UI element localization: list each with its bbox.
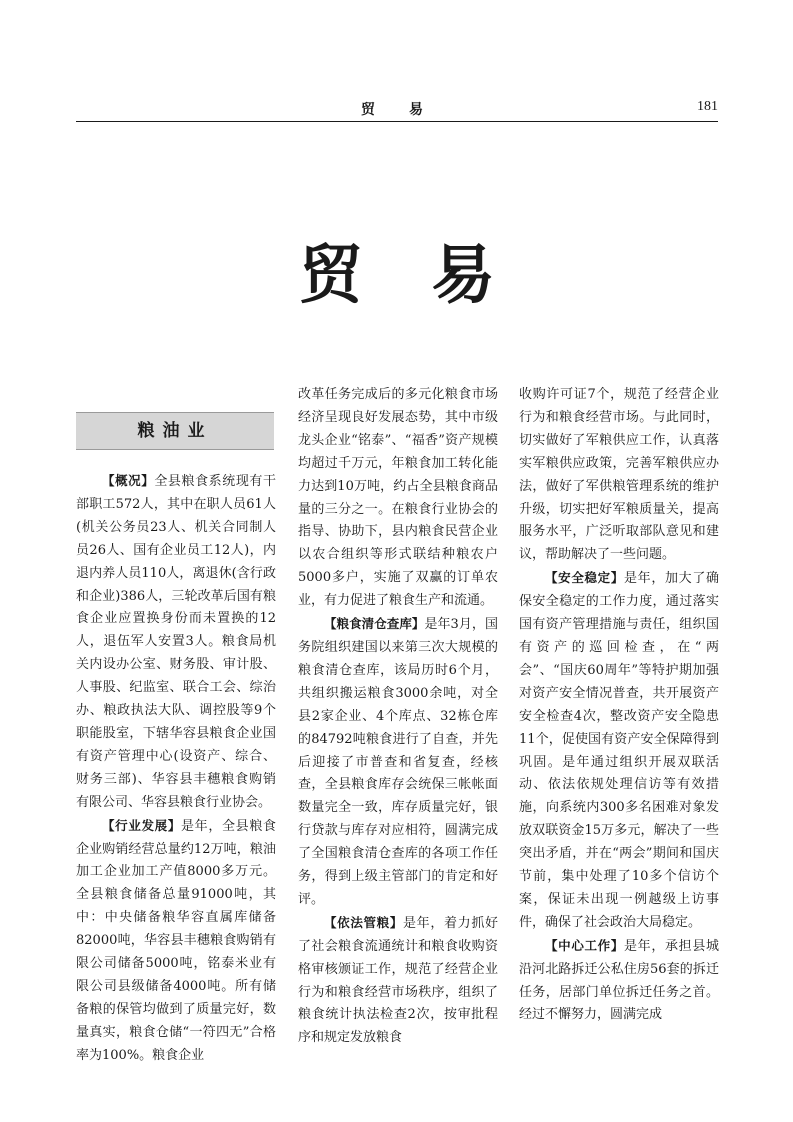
page-number: 181: [697, 99, 718, 114]
paragraph-grain-inventory-check: [298, 613, 498, 912]
paragraph-tag: 【行业发展】: [102, 817, 181, 833]
paragraph-text: 是年，加大了确保安全稳定的工作力度，通过落实国有资产管理措施与责任，组织国有资产的巡回检查，在“两会”、“国庆60周年”等特护期加强对资产安全情况普查，共开展资产安全检查4次，整改资产安全隐患11个，促使国有资产安全保障得到巩固。是年通过组织开展双联活动、依法依规处理信访等有效措施，向系统内300多名困难对象发放双联资金15万多元，解决了一些突出矛盾，并在“两会”期间和国庆节前，集中处理了10多个信访个案，保证未出现一例越级上访事件，确保了社会政治大局稳定。: [519, 571, 719, 930]
paragraph-law-based-grain-management-cont: [519, 384, 719, 567]
paragraph-text: 是年，全县粮食企业购销经营总量约12万吨，粮油加工企业加工产值8000多万元。全县粮食储备总量91000吨，其中：中央储备粮华容直属库储备82000吨，华容县丰穗粮食购销有限公司储备5000吨，铭泰米业有限公司县级储备4000吨。所有储备粮的保管均做到了质量完好，数量真实，粮食仓储“一符四无”合格率为100%。粮食企业: [76, 818, 276, 1063]
paragraph-tag: 【粮食清仓查库】: [324, 616, 425, 632]
header-rule: [76, 121, 718, 122]
text-column-3: [519, 384, 719, 1027]
paragraph-tag: 【概况】: [102, 473, 155, 488]
paragraph-safety-stability: [519, 567, 719, 935]
paragraph-industry-development-cont: [298, 384, 498, 613]
chapter-title: 贸易: [299, 238, 563, 313]
paragraph-text: 改革任务完成后的多元化粮食市场经济呈现良好发展态势，其中市级龙头企业“铭泰”、“福香”资产规模均超过千万元，年粮食加工转化能力达到10万吨，约占全县粮食商品量的三分之一。在粮食行业协会的指导、协助下，县内粮食民营企业以农合组织等形式联结种粮农户5000多户，实施了双赢的订单农业，有力促进了粮食生产和流通。: [298, 387, 498, 609]
paragraph-industry-development: [76, 815, 276, 1068]
text-column-2: [298, 384, 498, 1050]
running-header: [76, 97, 718, 119]
paragraph-central-work: [519, 935, 719, 1028]
paragraph-tag: 【依法管粮】: [324, 914, 403, 930]
paragraph-tag: 【中心工作】: [545, 937, 624, 953]
paragraph-text: 是年，着力抓好了社会粮食流通统计和粮食收购资格审核颁证工作，规范了经营企业行为和粮食经营市场秩序，组织了粮食统计执法检查2次，按审批程序和规定发放粮食: [298, 915, 498, 1046]
paragraph-text: 收购许可证7个，规范了经营企业行为和粮食经营市场。与此同时，切实做好了军粮供应工作，认真落实军粮供应政策，完善军粮供应办法，做好了军供粮管理系统的维护升级，切实把好军粮质量关，提高服务水平，广泛听取部队意见和建议，帮助解决了一些问题。: [519, 387, 719, 563]
paragraph-text: 是年，承担县城沿河北路拆迁公私住房56套的拆迁任务，居部门单位拆迁任务之首。经过不懈努力，圆满完成: [519, 938, 719, 1023]
paragraph-text: 全县粮食系统现有干部职工572人，其中在职人员61人(机关公务员23人、机关合同制人员26人、国有企业员工12人)，内退内养人员110人，离退休(含行政和企业)386人，三轮改革后国有粮食企业应置换身份而未置换的12人，退伍军人安置3人。粮食局机关内设办公室、财务股、审计股、人事股、纪监室、联合工会、综治办、粮政执法大队、调控股等9个职能股室，下辖华容县粮食企业国有资产管理中心(设资产、综合、财务三部)、华容县丰穗粮食购销有限公司、华容县粮食行业协会。: [76, 474, 276, 810]
paragraph-text: 是年3月，国务院组织建国以来第三次大规模的粮食清仓查库，该局历时6个月，共组织搬运粮食3000余吨，对全县2家企业、4个库点、32栋仓库的84792吨粮食进行了自查，并先后迎接了市普查和省复查，经核查，全县粮食库存会统保三帐帐面数量完全一致，库存质量完好，银行贷款与库存对应相符，圆满完成了全国粮食清仓查库的各项工作任务，得到上级主管部门的肯定和好评。: [298, 617, 498, 907]
section-banner: 粮油业: [76, 412, 274, 450]
paragraph-law-based-grain-management: [298, 912, 498, 1050]
paragraph-overview: [76, 470, 276, 815]
paragraph-tag: 【安全稳定】: [545, 570, 624, 586]
running-title: 贸 易: [361, 102, 433, 118]
text-column-1: [76, 470, 276, 1068]
